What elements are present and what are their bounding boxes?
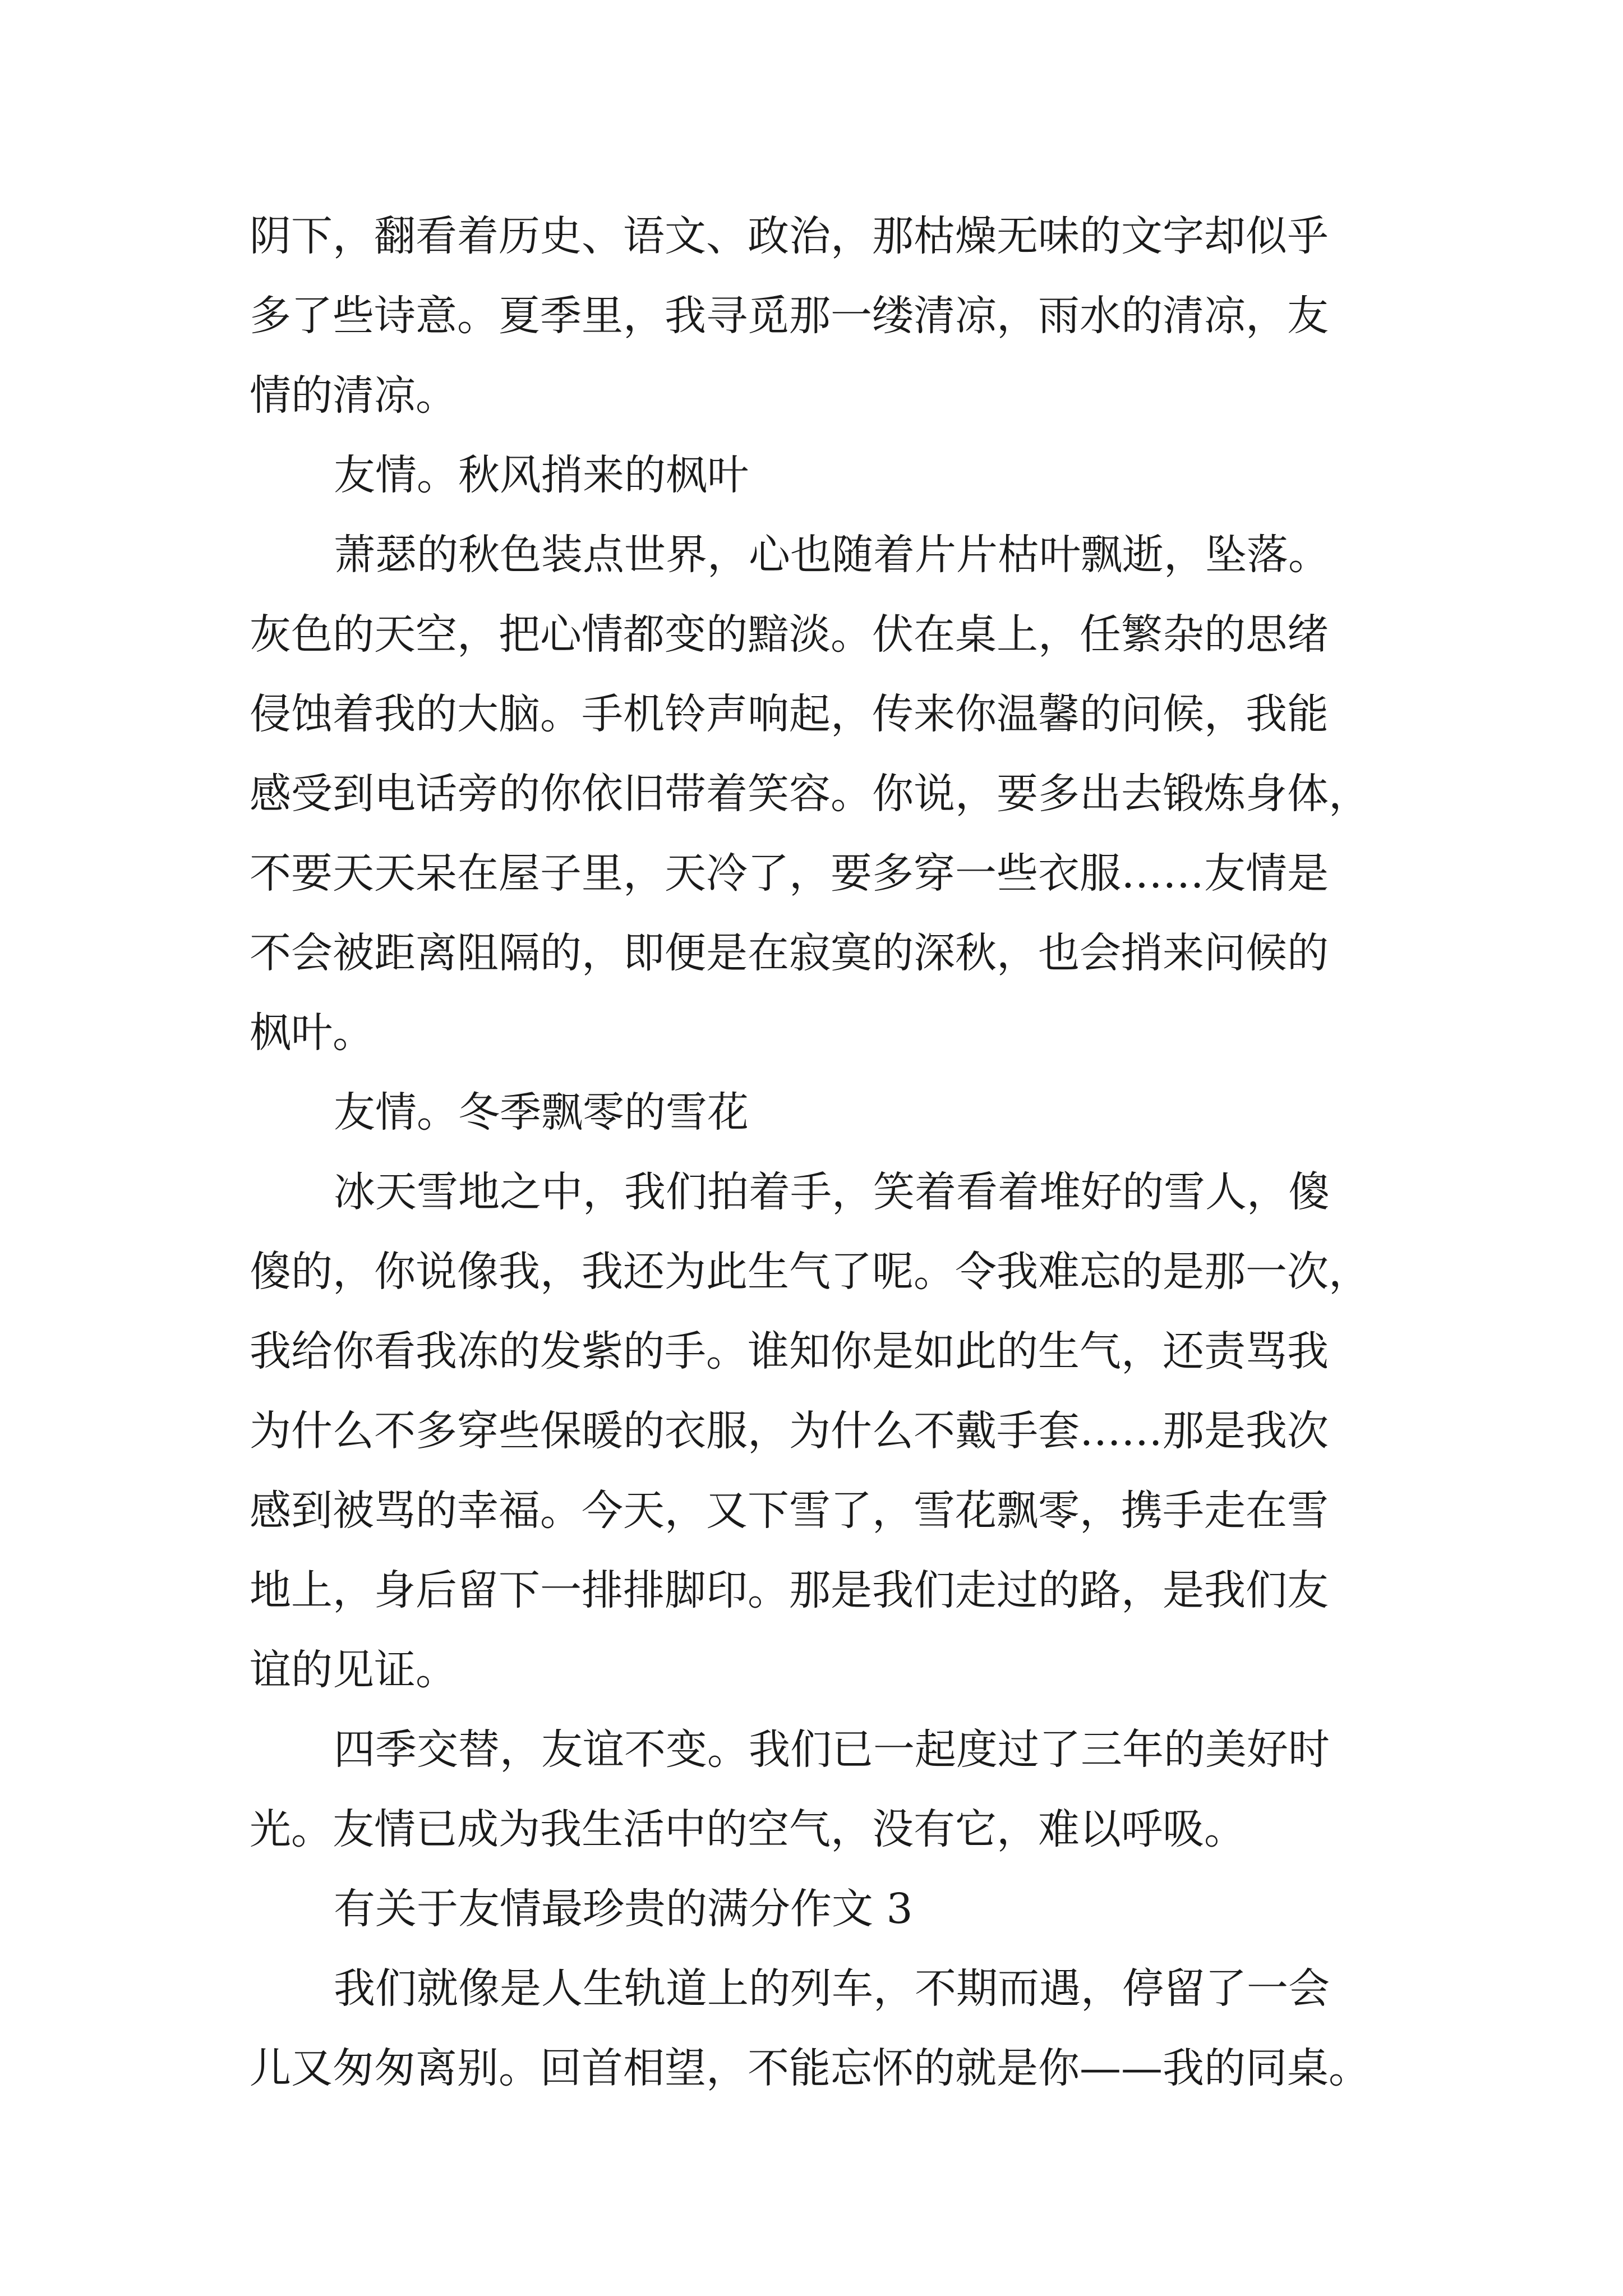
- section-heading: 友情。冬季飘零的雪花: [334, 1088, 749, 1137]
- text-line: 我给你看我冻的发紫的手。谁知你是如此的生气，还责骂我: [250, 1327, 1329, 1375]
- paragraph-first-line: 四季交替，友谊不变。我们已一起度过了三年的美好时: [334, 1726, 1330, 1774]
- text-line: 儿又匆匆离别。回首相望，不能忘怀的就是你——我的同桌。: [250, 2044, 1370, 2092]
- text-line: 光。友情已成为我生活中的空气，没有它，难以呼吸。: [250, 1805, 1246, 1853]
- text-line: 枫叶。: [250, 1009, 374, 1057]
- text-line: 灰色的天空，把心情都变的黯淡。伏在桌上，任繁杂的思绪: [250, 610, 1329, 659]
- text-line: 不要天天呆在屋子里，天冷了，要多穿一些衣服……友情是: [250, 849, 1329, 898]
- paragraph-first-line: 萧瑟的秋色装点世界，心也随着片片枯叶飘逝，坠落。: [334, 531, 1330, 579]
- text-line: 感受到电话旁的你依旧带着笑容。你说，要多出去锻炼身体，: [250, 770, 1370, 818]
- text-line: 情的清凉。: [250, 371, 457, 420]
- paragraph-first-line: 我们就像是人生轨道上的列车，不期而遇，停留了一会: [334, 1964, 1330, 2013]
- paragraph-first-line: 冰天雪地之中，我们拍着手，笑着看着堆好的雪人，傻: [334, 1168, 1330, 1216]
- text-line: 地上，身后留下一排排脚印。那是我们走过的路，是我们友: [250, 1566, 1329, 1614]
- text-line: 谊的见证。: [250, 1646, 457, 1694]
- essay-title: 有关于友情最珍贵的满分作文 3: [334, 1885, 913, 1933]
- text-line: 多了些诗意。夏季里，我寻觅那一缕清凉，雨水的清凉，友: [250, 292, 1329, 340]
- text-line: 不会被距离阻隔的，即便是在寂寞的深秋，也会捎来问候的: [250, 929, 1329, 977]
- text-line: 阴下，翻看着历史、语文、政治，那枯燥无味的文字却似乎: [250, 212, 1329, 260]
- text-line: 为什么不多穿些保暖的衣服，为什么不戴手套……那是我次: [250, 1407, 1329, 1455]
- document-body: [250, 196, 1405, 2108]
- text-line: 侵蚀着我的大脑。手机铃声响起，传来你温馨的问候，我能: [250, 690, 1329, 738]
- text-line: 感到被骂的幸福。今天，又下雪了，雪花飘零，携手走在雪: [250, 1487, 1329, 1535]
- section-heading: 友情。秋风捎来的枫叶: [334, 451, 749, 499]
- text-line: 傻的，你说像我，我还为此生气了呢。令我难忘的是那一次，: [250, 1248, 1370, 1296]
